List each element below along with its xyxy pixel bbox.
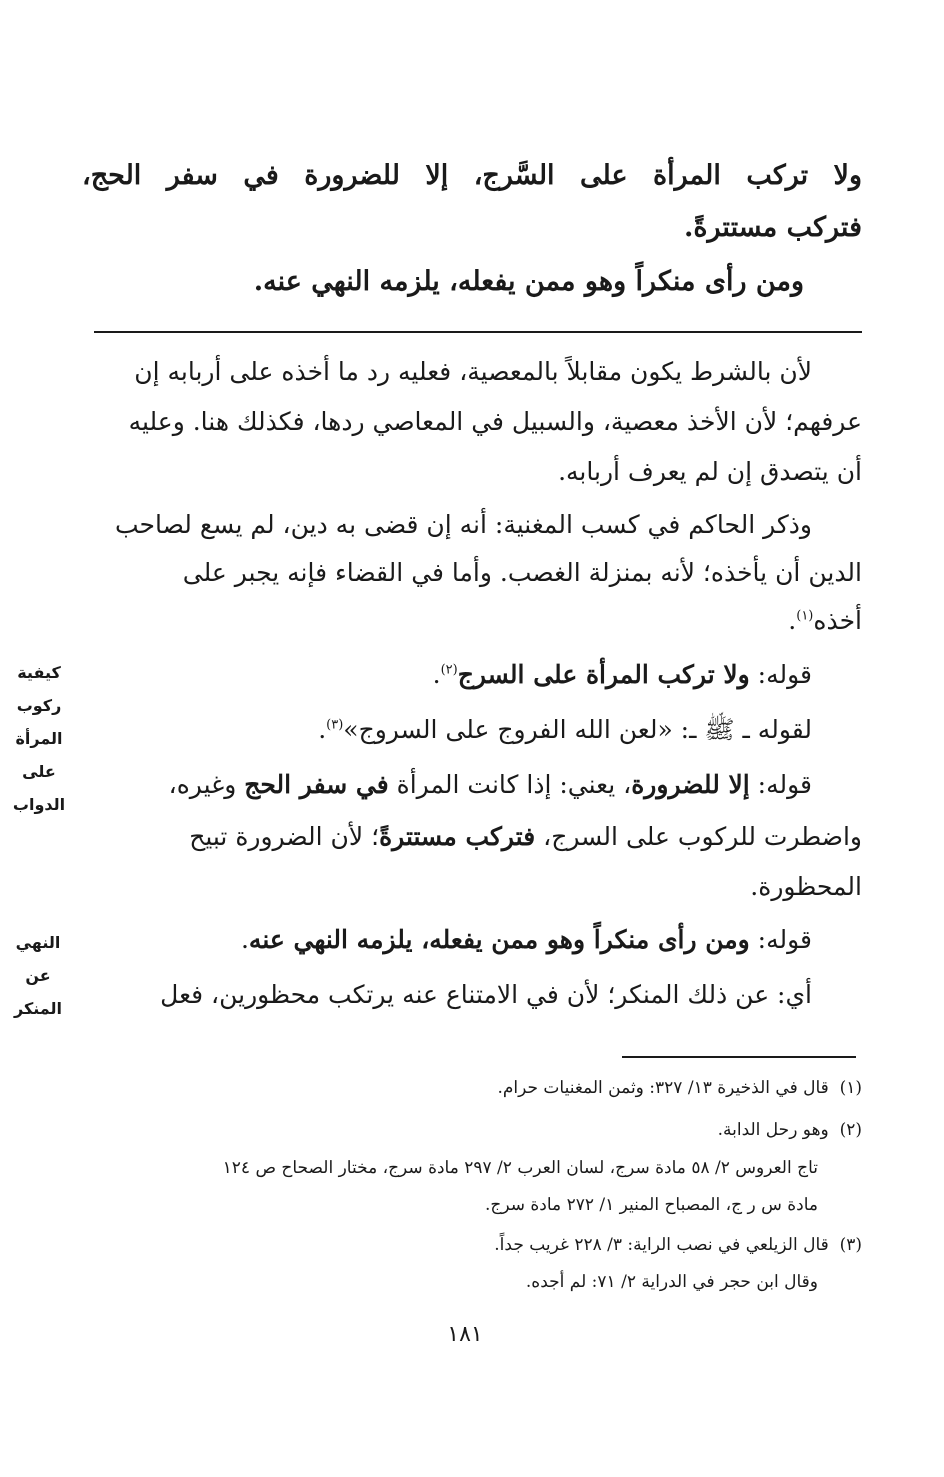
footnote-text: قال في الذخيرة ١٣/ ٣٢٧: وثمن المغنيات حرام. (497, 1078, 829, 1098)
quoted-matn: ومن رأى منكراً وهو ممن يفعله، يلزمه النهي عنه (248, 925, 750, 954)
footnote-ref: (١) (796, 608, 814, 624)
footnote-text: وقال ابن حجر في الدراية ٢/ ٧١: لم أجده. (525, 1272, 818, 1292)
footnote (497, 1078, 862, 1098)
quoted-matn: ولا تركب المرأة على السرج (457, 660, 750, 689)
commentary-text: ؛ لأن الضرورة تبيح (189, 822, 380, 851)
footnote-text: مادة س ر ج، المصباح المنير ١/ ٢٧٢ مادة سرج. (485, 1195, 818, 1215)
footnote-separator (622, 1056, 856, 1058)
commentary-line (169, 770, 812, 799)
commentary-line: أي: عن ذلك المنكر؛ لأن في الامتناع عنه يرتكب محظورين، فعل (160, 980, 812, 1009)
commentary-text: . (432, 660, 441, 689)
commentary-text: . (788, 606, 797, 635)
footnote-ref: (٢) (440, 662, 458, 678)
margin-note-line: المنكر (13, 999, 62, 1018)
commentary-line: عرفهم؛ لأن الأخذ معصية، والسبيل في المعاصي ردها، فكذلك هنا. وعليه (128, 407, 862, 436)
commentary-text: قوله: (749, 660, 812, 689)
commentary-line: المحظورة. (750, 872, 862, 901)
margin-note-line: النهي عن (15, 933, 61, 985)
footnote-number: (١) (839, 1078, 862, 1098)
commentary-line (318, 714, 812, 751)
page-number: ١٨١ (447, 1322, 483, 1347)
quoted-matn: في سفر الحج (244, 770, 389, 799)
commentary-text: قوله: (749, 770, 812, 799)
margin-note-riding (8, 656, 70, 821)
footnote-text: تاج العروس ٢/ ٥٨ مادة سرج، لسان العرب ٢/ ٢٩٧ مادة سرج، مختار الصحاح ص ١٢٤ (222, 1158, 818, 1178)
footnote-ref: (٣) (326, 717, 344, 733)
margin-note-line: على (22, 762, 56, 781)
commentary-text: وغيره، (168, 770, 245, 799)
margin-note-line: كيفية (17, 663, 61, 682)
commentary-text: ، يعني: إذا كانت المرأة (388, 770, 632, 799)
commentary-text: أخذه (813, 606, 862, 635)
matn-separator (94, 331, 862, 333)
matn-line-2: فتركب مستترةً. (683, 212, 862, 243)
commentary-line: أن يتصدق إن لم يعرف أربابه. (558, 457, 862, 486)
quoted-matn: إلا للضرورة (631, 770, 750, 799)
footnote-text: قال الزيلعي في نصب الراية: ٣/ ٢٢٨ غريب جداً. (494, 1235, 829, 1255)
commentary-text: لقوله ـ ﷺ ـ: «لعن الله الفروج على السروج» (343, 715, 812, 744)
commentary-line (189, 822, 862, 851)
commentary-line: الدين أن يأخذه؛ لأنه بمنزلة الغصب. وأما في القضاء فإنه يجبر على (182, 558, 862, 587)
commentary-text: واضطرت للركوب على السرج، (535, 822, 862, 851)
commentary-text: قوله: (749, 925, 812, 954)
commentary-text: . (240, 925, 249, 954)
commentary-text: . (318, 715, 327, 744)
footnote (718, 1120, 862, 1140)
commentary-line (241, 925, 812, 954)
margin-note-line: المرأة (15, 729, 63, 748)
margin-note-line: ركوب (16, 696, 62, 715)
matn-line-1: ولا تركب المرأة على السَّرج، إلا للضرورة في سفر الحج، (82, 160, 862, 191)
commentary-line (788, 606, 862, 635)
footnote-text: وهو رحل الدابة. (717, 1120, 829, 1140)
margin-note-line: الدواب (12, 795, 66, 814)
margin-note-forbidding (2, 926, 74, 1025)
commentary-line (433, 660, 812, 689)
footnote-number: (٣) (839, 1235, 862, 1255)
footnote-number: (٢) (839, 1120, 862, 1140)
commentary-line: لأن بالشرط يكون مقابلاً بالمعصية، فعليه رد ما أخذه على أربابه إن (134, 357, 812, 386)
matn-line-3: ومن رأى منكراً وهو ممن يفعله، يلزمه النهي عنه. (253, 266, 804, 297)
quoted-matn: فتركب مستترةً (379, 822, 536, 851)
footnote (494, 1235, 862, 1255)
commentary-line: وذكر الحاكم في كسب المغنية: أنه إن قضى به دين، لم يسع لصاحب (114, 510, 812, 539)
